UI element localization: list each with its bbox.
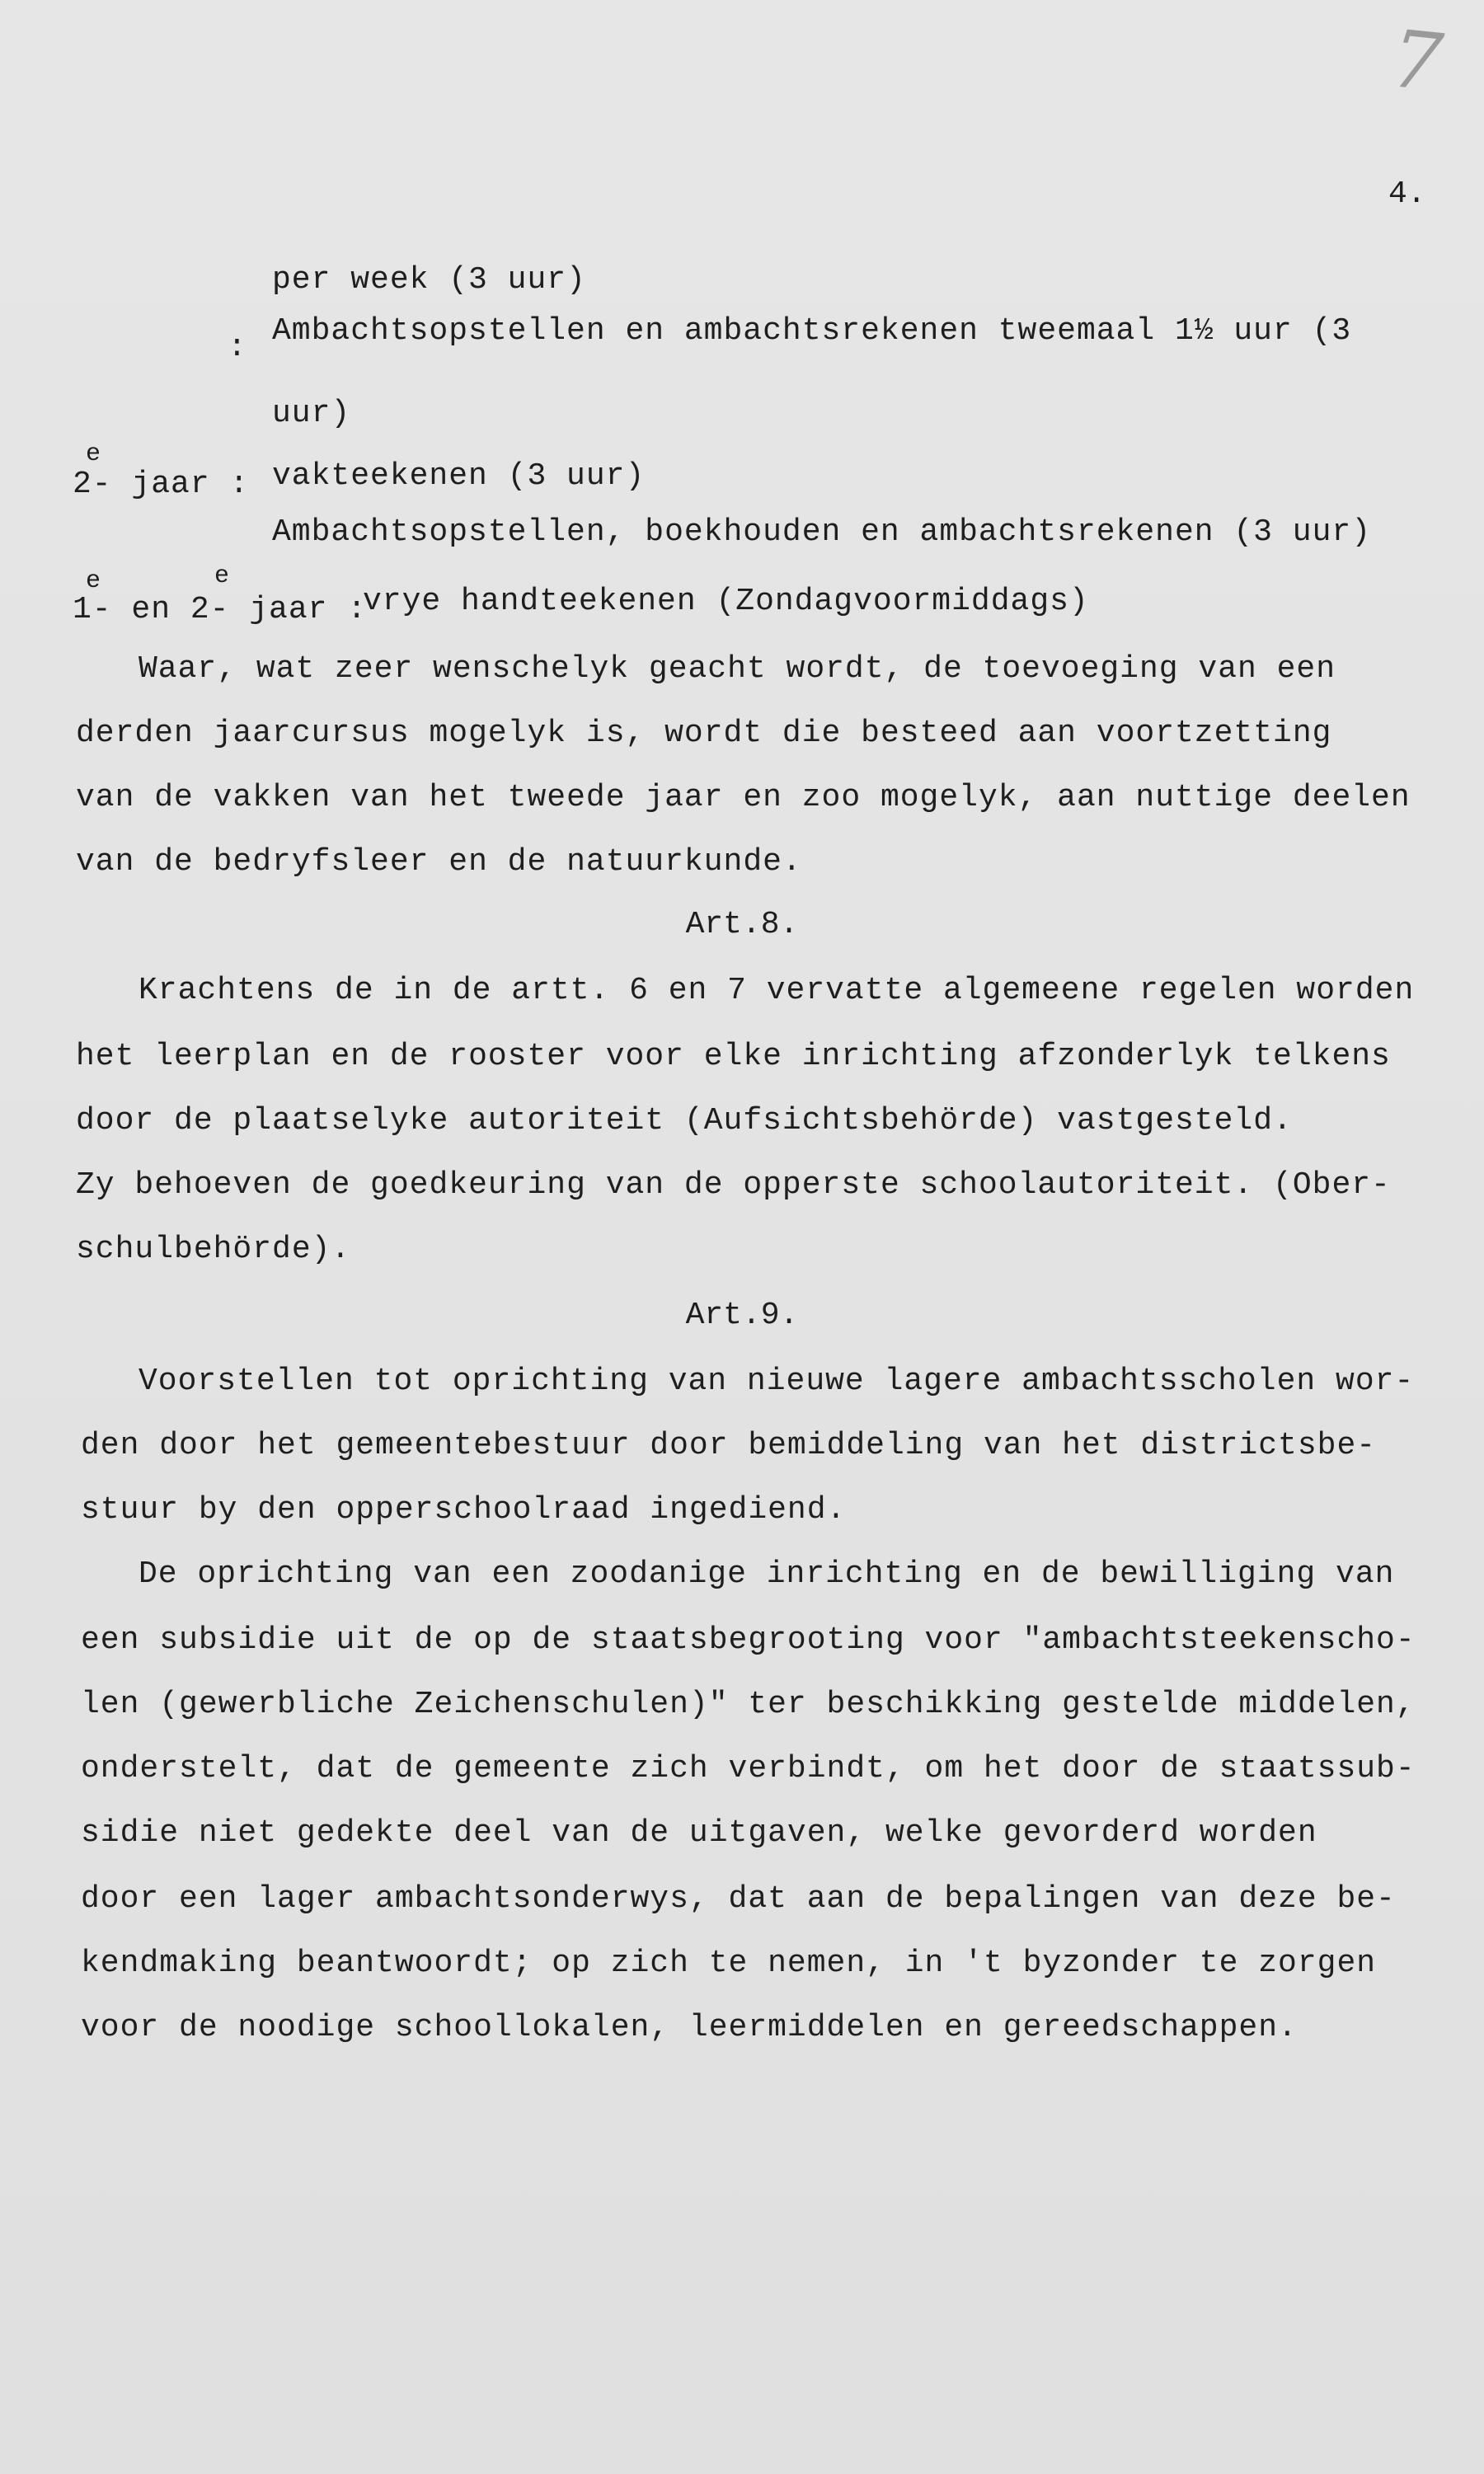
article-9-line: voor de noodige schoollokalen, leermiddelen en gereedschappen. <box>81 2010 1298 2045</box>
article-8-line: schulbehörde). <box>76 1232 351 1267</box>
paragraph-line: Waar, wat zeer wenschelyk geacht wordt, de toevoeging van een <box>139 651 1336 687</box>
article-9-line: sidie niet gedekte deel van de uitgaven, welke gevorderd worden <box>81 1815 1317 1851</box>
article-9-line: door een lager ambachtsonderwys, dat aan de bepalingen van deze be- <box>81 1881 1396 1917</box>
ordinal-superscript: e <box>86 567 101 595</box>
schedule-years-label: 1- en 2- jaar : <box>73 592 368 627</box>
article-heading-8: Art.8. <box>685 907 799 942</box>
schedule-line-per-week: per week (3 uur) <box>272 262 586 298</box>
schedule-colon: : <box>228 330 247 365</box>
article-9-line: een subsidie uit de op de staatsbegrooting voor "ambachtsteekenscho- <box>81 1622 1416 1658</box>
ordinal-superscript: e <box>214 562 230 590</box>
article-9-line: De oprichting van een zoodanige inrichting en de bewilliging van <box>139 1556 1395 1592</box>
schedule-line-ambachtsopstellen: Ambachtsopstellen en ambachtsrekenen tweemaal 1½ uur (3 <box>272 313 1352 349</box>
article-8-line: Krachtens de in de artt. 6 en 7 vervatte algemeene regelen worden <box>139 973 1415 1008</box>
schedule-year-label: 2- jaar : <box>73 467 250 502</box>
ordinal-superscript: e <box>86 440 101 468</box>
article-9-line: len (gewerbliche Zeichenschulen)" ter beschikking gestelde middelen, <box>81 1687 1416 1722</box>
article-9-line: kendmaking beantwoordt; op zich te nemen, in 't byzonder te zorgen <box>81 1946 1377 1981</box>
article-8-line: door de plaatselyke autoriteit (Aufsichtsbehörde) vastgesteld. <box>76 1103 1293 1138</box>
article-heading-9: Art.9. <box>685 1298 799 1333</box>
paragraph-line: van de bedryfsleer en de natuurkunde. <box>76 844 802 880</box>
paragraph-line: van de vakken van het tweede jaar en zoo mogelyk, aan nuttige deelen <box>76 780 1411 815</box>
handwritten-page-mark: 7 <box>1387 12 1447 110</box>
schedule-line-vakteekenen: vakteekenen (3 uur) <box>272 458 646 494</box>
article-9-line: onderstelt, dat de gemeente zich verbindt, om het door de staatssub- <box>81 1751 1416 1786</box>
article-8-line: het leerplan en de rooster voor elke inrichting afzonderlyk telkens <box>76 1039 1391 1074</box>
article-9-line: Voorstellen tot oprichting van nieuwe lagere ambachtsscholen wor- <box>139 1364 1415 1399</box>
article-9-line: den door het gemeentebestuur door bemiddeling van het districtsbe- <box>81 1428 1377 1463</box>
schedule-line-handteekenen: vrye handteekenen (Zondagvoormiddags) <box>363 584 1089 619</box>
article-8-line: Zy behoeven de goedkeuring van de opperste schoolautoriteit. (Ober- <box>76 1167 1391 1203</box>
schedule-line-uur: uur) <box>272 396 351 431</box>
paragraph-line: derden jaarcursus mogelyk is, wordt die besteed aan voortzetting <box>76 716 1332 751</box>
schedule-line-boekhouden: Ambachtsopstellen, boekhouden en ambachtsrekenen (3 uur) <box>272 514 1372 550</box>
page-number: 4. <box>1388 176 1426 212</box>
article-9-line: stuur by den opperschoolraad ingediend. <box>81 1492 847 1528</box>
